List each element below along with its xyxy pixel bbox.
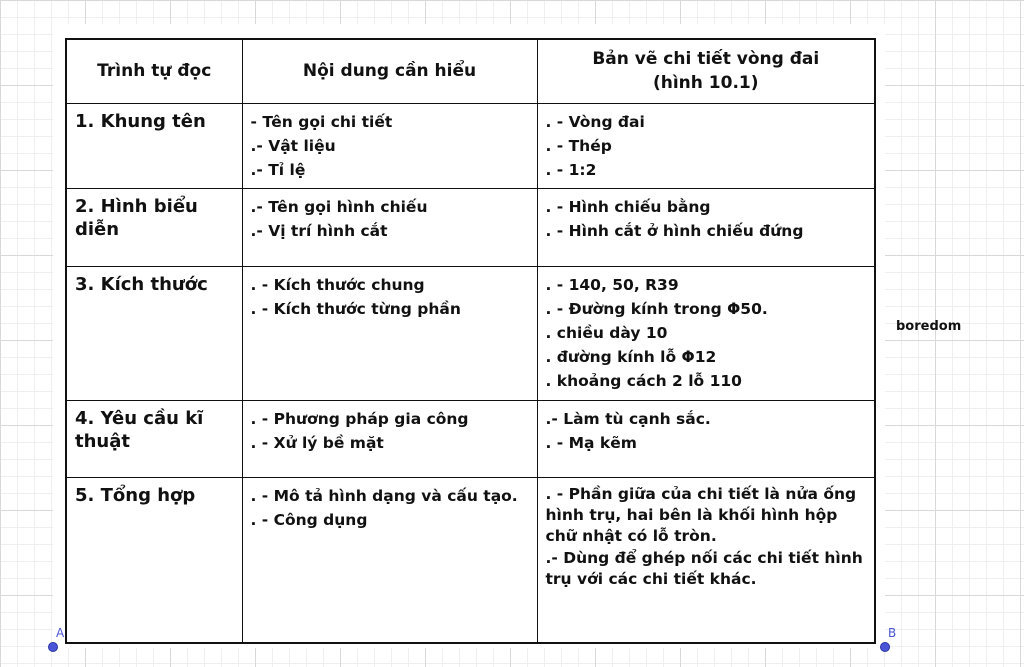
list-item: . - Kích thước chung — [250, 275, 425, 294]
step-label: 5. Tổng hợp — [66, 477, 242, 643]
list-item: . - Mô tả hình dạng và cấu tạo. — [250, 486, 518, 505]
detail-cell — [537, 103, 875, 188]
content-cell — [242, 103, 537, 188]
list-item: .- Tỉ lệ — [250, 160, 306, 179]
list-item: - Tên gọi chi tiết — [250, 112, 393, 131]
list-item: . - Hình cắt ở hình chiếu đứng — [545, 221, 804, 240]
list-item: .- Làm tù cạnh sắc. — [545, 409, 711, 428]
point-b-label: B — [888, 626, 897, 640]
list-item: .- Vật liệu — [250, 136, 336, 155]
list-item: . chiều dày 10 — [545, 323, 668, 342]
reading-steps-table — [65, 38, 876, 644]
list-item: . - Hình chiếu bằng — [545, 197, 711, 216]
header-reading-order: Trình tự đọc — [66, 39, 242, 103]
header-drawing — [537, 39, 875, 103]
list-item: . - Kích thước từng phần — [250, 299, 461, 318]
list-item: . khoảng cách 2 lỗ 110 — [545, 371, 742, 390]
list-item: . - 1:2 — [545, 160, 597, 179]
header-drawing-figure: (hình 10.1) — [652, 73, 759, 94]
table-row — [66, 477, 875, 643]
list-item: .- Dùng để ghép nối các chi tiết hình trụ với các chi tiết khác. — [545, 548, 863, 588]
list-item: . - Thép — [545, 136, 612, 155]
list-item: . - Phương pháp gia công — [250, 409, 469, 428]
list-item: . - Công dụng — [250, 510, 368, 529]
content-cell — [242, 188, 537, 266]
point-a-label: A — [56, 626, 65, 640]
list-item: .- Vị trí hình cắt — [250, 221, 388, 240]
table-row — [66, 400, 875, 477]
list-item: . - Phần giữa của chi tiết là nửa ống hình trụ, hai bên là khối hình hộp chữ nhật có lỗ tròn. — [545, 484, 857, 545]
detail-cell — [537, 400, 875, 477]
table-row — [66, 103, 875, 188]
step-label: 4. Yêu cầu kĩ thuật — [66, 400, 242, 477]
step-label: 1. Khung tên — [66, 103, 242, 188]
header-content: Nội dung cần hiểu — [242, 39, 537, 103]
list-item: . - 140, 50, R39 — [545, 275, 679, 294]
detail-cell — [537, 477, 875, 643]
table-header-row — [66, 39, 875, 103]
step-label: 3. Kích thước — [66, 266, 242, 400]
content-cell — [242, 266, 537, 400]
detail-cell — [537, 188, 875, 266]
list-item: . - Xử lý bề mặt — [250, 433, 384, 452]
content-cell — [242, 400, 537, 477]
table-row — [66, 266, 875, 400]
step-label: 2. Hình biểu diễn — [66, 188, 242, 266]
list-item: .- Tên gọi hình chiếu — [250, 197, 428, 216]
table-row — [66, 188, 875, 266]
content-cell — [242, 477, 537, 643]
list-item: . - Đường kính trong Φ50. — [545, 299, 768, 318]
point-a-handle[interactable] — [48, 642, 58, 652]
annotation-text: boredom — [896, 319, 962, 334]
list-item: . - Mạ kẽm — [545, 433, 637, 452]
point-b-handle[interactable] — [880, 642, 890, 652]
list-item: . đường kính lỗ Φ12 — [545, 347, 717, 366]
header-drawing-title: Bản vẽ chi tiết vòng đai — [592, 49, 820, 70]
list-item: . - Vòng đai — [545, 112, 645, 131]
detail-cell — [537, 266, 875, 400]
